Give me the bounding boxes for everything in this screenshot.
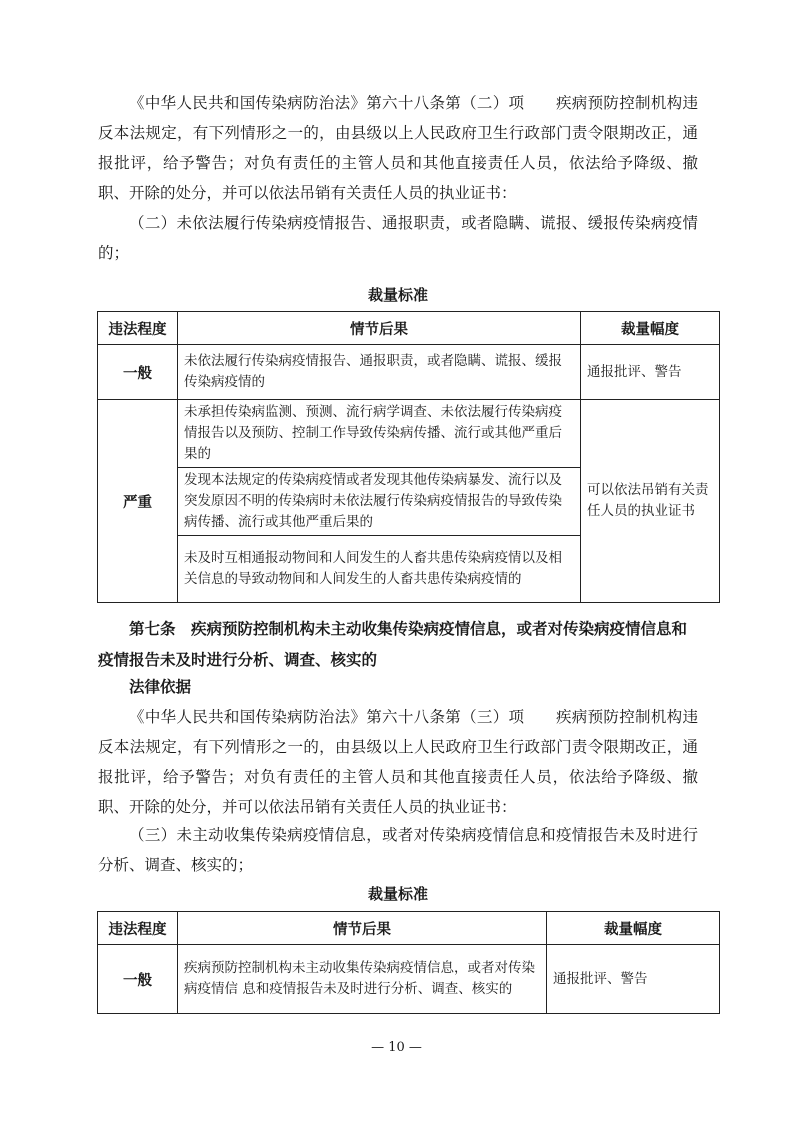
table-header-row — [98, 312, 720, 345]
penalty-serious: 可以依法吊销有关责任人员的执业证书 — [581, 400, 720, 603]
detail-serious-3: 未及时互相通报动物间和人间发生的人畜共患传染病疫情以及相关信息的导致动物间和人间发生的人畜共患传染病疫情的 — [178, 536, 581, 603]
law-paragraph-1: 《中华人民共和国传染病防治法》第六十八条第（二）项 疾病预防控制机构违反本法规定，有下列情形之一的，由县级以上人民政府卫生行政部门责令限期改正，通报批评，给予警告；对负有责任的主管人员和其他直接责任人员，依法给予降级、撤职、开除的处分，并可以依法吊销有关责任人员的执业证书： — [98, 94, 698, 202]
header-level: 违法程度 — [98, 312, 178, 345]
article-7-title: 第七条 疾病预防控制机构未主动收集传染病疫情信息，或者对传染病疫情信息和疫情报告未及时进行分析、调查、核实的 — [98, 620, 688, 669]
penalty-general: 通报批评、警告 — [581, 345, 720, 400]
item-paragraph-1: （二）未依法履行传染病疫情报告、通报职责，或者隐瞒、谎报、缓报传染病疫情的； — [98, 214, 698, 262]
table-caption-1: 裁量标准 — [367, 286, 428, 304]
header-penalty: 裁量幅度 — [547, 912, 720, 945]
table-row — [98, 945, 720, 1014]
page-number: — 10 — — [371, 1040, 422, 1055]
detail-general: 疾病预防控制机构未主动收集传染病疫情信息，或者对传染病疫情信 息和疫情报告未及时进行分析、调查、核实的 — [178, 945, 547, 1014]
table-row — [98, 400, 720, 468]
table-header-row — [98, 912, 720, 945]
penalty-general: 通报批评、警告 — [547, 945, 720, 1014]
detail-serious-1: 未承担传染病监测、预测、流行病学调查、未依法履行传染病疫情报告以及预防、控制工作导致传染病传播、流行或其他严重后果的 — [178, 400, 581, 468]
level-serious: 严重 — [98, 400, 178, 603]
legal-basis-label: 法律依据 — [129, 678, 192, 696]
detail-serious-2: 发现本法规定的传染病疫情或者发现其他传染病暴发、流行以及突发原因不明的传染病时未依法履行传染病疫情报告的导致传染病传播、流行或其他严重后果的 — [178, 468, 581, 536]
detail-general: 未依法履行传染病疫情报告、通报职责，或者隐瞒、谎报、缓报传染病疫情的 — [178, 345, 581, 400]
header-detail: 情节后果 — [178, 912, 547, 945]
table-caption-2: 裁量标准 — [367, 885, 428, 903]
item-paragraph-2: （三）未主动收集传染病疫情信息，或者对传染病疫情信息和疫情报告未及时进行分析、调查、核实的； — [98, 826, 698, 874]
sanction-table-1 — [97, 311, 720, 603]
level-general: 一般 — [98, 945, 178, 1014]
level-general: 一般 — [98, 345, 178, 400]
table-row — [98, 345, 720, 400]
sanction-table-2 — [97, 911, 720, 1014]
header-level: 违法程度 — [98, 912, 178, 945]
header-detail: 情节后果 — [178, 312, 581, 345]
law-paragraph-2: 《中华人民共和国传染病防治法》第六十八条第（三）项 疾病预防控制机构违反本法规定，有下列情形之一的，由县级以上人民政府卫生行政部门责令限期改正，通报批评，给予警告；对负有责任的主管人员和其他直接责任人员，依法给予降级、撤职、开除的处分，并可以依法吊销有关责任人员的执业证书： — [98, 708, 698, 816]
header-penalty: 裁量幅度 — [581, 312, 720, 345]
